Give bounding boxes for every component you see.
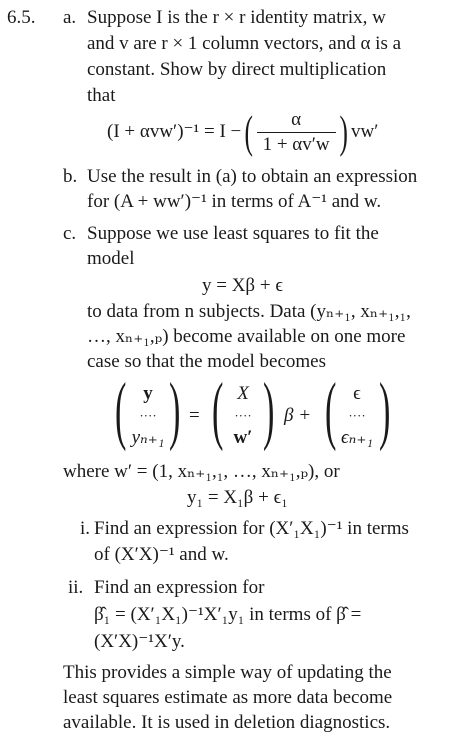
part-c-label: c. — [63, 223, 77, 244]
closing-line-1: This provides a simple way of updating the — [63, 662, 392, 683]
right-vector-bottom: ϵₙ₊₁ — [341, 427, 373, 448]
middle-vector-dots: ···· — [234, 408, 252, 423]
left-vector-bottom: yₙ₊₁ — [131, 427, 165, 448]
eq-lhs: (I + αvw′)⁻¹ = I − — [107, 121, 242, 142]
sub-i-line-2: of (X′X)⁻¹ and w. — [94, 544, 229, 565]
part-a-line-4: that — [87, 85, 116, 106]
middle-vector-close-paren: ) — [262, 368, 275, 452]
right-vector-dots: ···· — [348, 408, 366, 423]
part-c-line-1: Suppose we use least squares to fit the — [87, 223, 379, 244]
where-line: where w′ = (1, xₙ₊₁,₁, …, xₙ₊₁,ₚ), or — [63, 461, 340, 482]
part-c-after-line-1: to data from n subjects. Data (yₙ₊₁, xₙ₊₁,₁, — [87, 301, 411, 322]
part-a-equation — [107, 108, 378, 156]
eq-fraction-numerator: α — [291, 108, 302, 130]
eq-rhs: vw′ — [350, 121, 379, 142]
left-vector-close-paren: ) — [168, 368, 181, 452]
left-vector-dots: ···· — [139, 408, 157, 423]
left-vector-top: y — [143, 383, 153, 404]
part-b-label: b. — [63, 166, 78, 187]
problem-number: 6.5. — [7, 7, 36, 28]
part-c-after-line-2: …, xₙ₊₁,ₚ) become available on one more — [87, 326, 406, 347]
closing-line-3: available. It is used in deletion diagnostics. — [63, 712, 391, 733]
part-c-after-line-3: case so that the model becomes — [87, 351, 327, 372]
part-a-line-1: Suppose I is the r × r identity matrix, w — [87, 7, 386, 28]
right-big-paren: ) — [339, 106, 348, 157]
sub-i-line-1: Find an expression for (X′₁X₁)⁻¹ in terms — [94, 518, 409, 539]
right-vector-open-paren: ( — [324, 368, 337, 452]
eq-fraction-denominator: 1 + αv′w — [257, 132, 336, 157]
part-b-line-2: for (A + ww′)⁻¹ in terms of A⁻¹ and w. — [87, 191, 382, 212]
part-c-line-2: model — [87, 248, 135, 269]
middle-vector-open-paren: ( — [211, 368, 224, 452]
middle-vector — [218, 383, 268, 449]
closing-line-2: least squares estimate as more data become — [63, 687, 393, 708]
part-a-line-3: constant. Show by direct multiplication — [87, 59, 387, 80]
equation-2: y₁ = X₁β + ϵ₁ — [187, 487, 288, 508]
left-vector — [120, 383, 176, 449]
left-big-paren: ( — [244, 106, 254, 157]
sub-ii-line-2: β̂₁ = (X′₁X₁)⁻¹X′₁y₁ in terms of β̂ = — [94, 604, 362, 625]
model-equation: y = Xβ + ϵ — [202, 275, 284, 296]
sub-ii-label: ii. — [68, 577, 84, 598]
matrix-equals: = — [189, 405, 200, 426]
right-vector — [330, 383, 384, 449]
right-vector-top: ϵ — [353, 383, 361, 404]
eq-fraction — [257, 108, 336, 157]
left-vector-open-paren: ( — [114, 368, 127, 452]
part-a-label: a. — [63, 7, 77, 28]
middle-vector-top: X — [237, 383, 249, 404]
part-a-line-2: and v are r × 1 column vectors, and α is a — [87, 33, 402, 54]
sub-ii-line-1: Find an expression for — [94, 577, 265, 598]
beta-plus: β + — [284, 405, 312, 426]
sub-ii-line-3: (X′X)⁻¹X′y. — [94, 631, 185, 652]
sub-i-label: i. — [80, 518, 91, 539]
middle-vector-bottom: w′ — [233, 427, 253, 448]
part-b-line-1: Use the result in (a) to obtain an expression — [87, 166, 418, 187]
right-vector-close-paren: ) — [378, 368, 391, 452]
